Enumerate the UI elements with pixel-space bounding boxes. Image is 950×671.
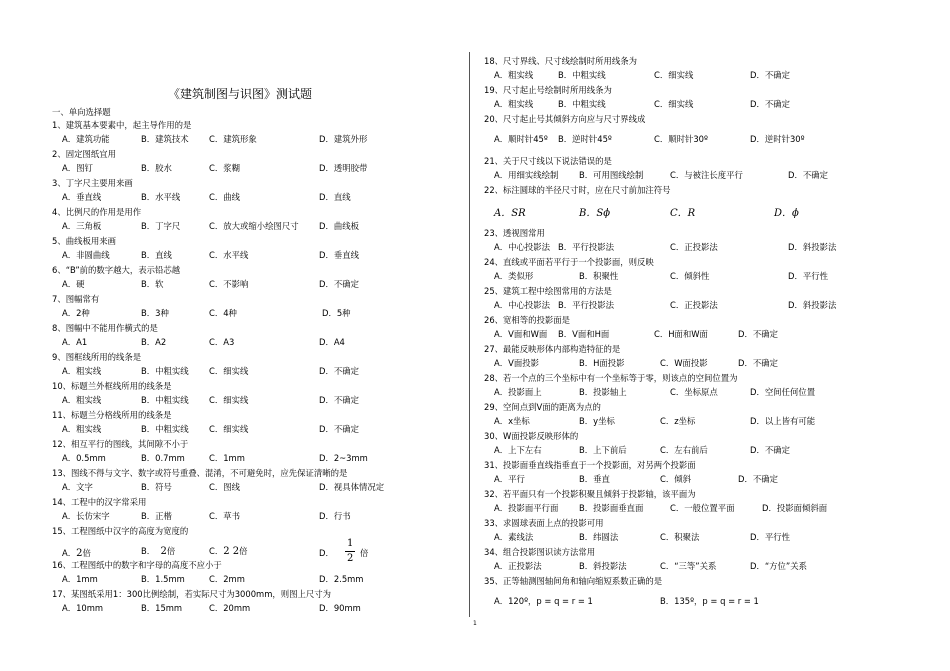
question-text: 30、W面投影反映形体的 — [484, 431, 579, 441]
option-c: C．R — [670, 208, 696, 219]
options-row — [494, 328, 904, 340]
option-d: D．斜投影法 — [788, 242, 837, 252]
options-row — [62, 452, 432, 464]
options-row — [494, 169, 904, 181]
option-a: A．2倍 — [62, 548, 91, 559]
option-d: D．垂直线 — [319, 250, 359, 260]
page-number: 1 — [473, 620, 477, 627]
option-b: B．135º，p = q = r = 1 — [660, 596, 759, 606]
option-d: D．2.5mm — [319, 574, 364, 584]
option-b: B．直线 — [141, 250, 172, 260]
option-d: D．直线 — [319, 192, 351, 202]
options-row: A．2倍 B． 2倍 C．2 2倍 D． 1 2 倍 — [62, 538, 369, 564]
option-d: D．“方位”关系 — [750, 561, 808, 571]
option-c: C．正投影法 — [670, 242, 718, 252]
option-b: B． 2倍 — [141, 546, 176, 557]
option-b: B．建筑技术 — [141, 134, 189, 144]
options-row — [494, 386, 904, 398]
option-b: B．3种 — [141, 308, 169, 318]
option-b: B．平行投影法 — [558, 300, 614, 310]
option-a: A．粗实线 — [62, 366, 102, 376]
question-text: 24、直线或平面若平行于一个投影面，则反映 — [484, 257, 654, 267]
option-d: D．斜投影法 — [788, 300, 837, 310]
option-a: A．SR — [494, 208, 526, 219]
option-b: B．中粗实线 — [141, 366, 189, 376]
option-c: C．4种 — [209, 308, 237, 318]
option-d: D．不确定 — [750, 445, 790, 455]
fraction-bar — [345, 551, 355, 552]
option-a: A．非圆曲线 — [62, 250, 110, 260]
option-c: C．20mm — [209, 603, 251, 613]
option-b: B．15mm — [141, 603, 183, 613]
option-d: D．不确定 — [788, 170, 828, 180]
question-text: 34、组合投影图识读方法常用 — [484, 547, 596, 557]
option-a: A．三角板 — [62, 221, 102, 231]
option-c: C．细实线 — [209, 395, 249, 405]
option-a: A．顺时针45º — [494, 134, 548, 144]
option-b: B．A2 — [141, 337, 167, 347]
option-d: D．视具体情况定 — [319, 482, 385, 492]
options-row — [494, 98, 904, 110]
option-a: A．硬 — [62, 279, 85, 289]
option-c: C．2mm — [209, 574, 245, 584]
option-c: C．一般位置平面 — [670, 503, 735, 513]
options-row — [62, 573, 432, 585]
option-c: C．倾斜性 — [670, 271, 710, 281]
options-row — [62, 336, 432, 348]
option-b: B．符号 — [141, 482, 172, 492]
options-row — [494, 444, 904, 456]
question-text: 10、标题兰外框线所用的线条是 — [52, 381, 172, 391]
question-text: 26、宽相等的投影面是 — [484, 315, 571, 325]
option-a: A．用细实线绘制 — [494, 170, 559, 180]
options-row — [62, 133, 432, 145]
option-d: D．投影面倾斜面 — [762, 503, 828, 513]
column-divider — [469, 52, 470, 617]
question-text: 7、图幅常有 — [52, 294, 100, 304]
option-b: B．中粗实线 — [558, 99, 606, 109]
option-c: C．正投影法 — [670, 300, 718, 310]
option-c: C．不影响 — [209, 279, 249, 289]
options-row — [62, 249, 432, 261]
option-b: B．投影面垂直面 — [579, 503, 644, 513]
option-b: B．胶水 — [141, 163, 172, 173]
option-d: D．平行性 — [788, 271, 828, 281]
question-text: 23、透视图常用 — [484, 228, 545, 238]
options-row — [62, 510, 432, 522]
options-row — [62, 162, 432, 174]
question-text: 3、丁字尺主要用来画 — [52, 178, 133, 188]
options-row — [494, 502, 904, 514]
options-row — [494, 415, 904, 427]
option-c: C．细实线 — [654, 70, 694, 80]
option-c: C．积聚法 — [660, 532, 700, 542]
question-text: 13、图线不得与文字、数字或符号重叠、混淆，不可避免时，应先保证清晰的是 — [52, 468, 348, 478]
option-d: D．曲线板 — [319, 221, 359, 231]
option-a: A．10mm — [62, 603, 104, 613]
options-row — [494, 357, 904, 369]
option-b: B．水平线 — [141, 192, 181, 202]
option-a: A．120º，p = q = r = 1 — [494, 596, 593, 606]
option-a: A．投影面平行面 — [494, 503, 559, 513]
option-d: D．透明胶带 — [319, 163, 368, 173]
option-a: A．平行 — [494, 474, 525, 484]
options-row — [494, 133, 904, 145]
option-b: B．平行投影法 — [558, 242, 614, 252]
option-b: B．中粗实线 — [558, 70, 606, 80]
option-a: A．垂直线 — [62, 192, 102, 202]
question-text: 19、尺寸起止号绘制时所用线条为 — [484, 85, 612, 95]
option-d: D．A4 — [319, 337, 345, 347]
option-d: D．不确定 — [319, 395, 359, 405]
option-b: B．中粗实线 — [141, 395, 189, 405]
question-text: 33、求圆球表面上点的投影可用 — [484, 518, 604, 528]
option-a: A．1mm — [62, 574, 98, 584]
options-row — [494, 473, 904, 485]
option-b: B．逆时针45º — [558, 134, 612, 144]
option-a: A．正投影法 — [494, 561, 542, 571]
question-text: 31、投影面垂直线指垂直于一个投影面，对另两个投影面 — [484, 460, 696, 470]
option-b: B．垂直 — [579, 474, 610, 484]
option-d: D．不确定 — [750, 99, 790, 109]
option-d: D．不确定 — [319, 366, 359, 376]
option-c: C．放大或缩小绘图尺寸 — [209, 221, 299, 231]
options-row — [62, 481, 432, 493]
option-a: A．粗实线 — [62, 395, 102, 405]
option-c: C．1mm — [209, 453, 245, 463]
option-c: C．顺时针30º — [654, 134, 708, 144]
options-row — [62, 220, 432, 232]
option-c: C．细实线 — [654, 99, 694, 109]
option-b: B．积聚性 — [579, 271, 619, 281]
option-c: C．浆糊 — [209, 163, 240, 173]
options-row — [494, 204, 904, 219]
option-d: D．空间任何位置 — [750, 387, 816, 397]
option-a: A．中心投影法 — [494, 242, 550, 252]
question-text: 9、图框线所用的线条是 — [52, 352, 142, 362]
option-b: B．H面投影 — [579, 358, 625, 368]
options-row — [494, 299, 904, 311]
question-text: 8、图幅中不能用作横式的是 — [52, 323, 158, 333]
option-a: A．中心投影法 — [494, 300, 550, 310]
option-b: B．纬圆法 — [579, 532, 619, 542]
section-heading: 一、单向选择题 — [52, 107, 111, 117]
question-text: 32、若平面只有一个投影积聚且倾斜于投影轴，该平面为 — [484, 489, 696, 499]
option-d: D．逆时针30º — [750, 134, 805, 144]
option-d: D．不确定 — [738, 474, 778, 484]
option-c: C．左右前后 — [660, 445, 708, 455]
option-a: A．A1 — [62, 337, 88, 347]
options-row — [62, 278, 432, 290]
question-text: 20、尺寸起止号其倾斜方向应与尺寸界线成 — [484, 114, 646, 124]
option-c: C．A3 — [209, 337, 235, 347]
question-text: 22、标注圆球的半径尺寸时，应在尺寸前加注符号 — [484, 185, 671, 195]
page-title: 《建筑制图与识图》测试题 — [167, 87, 312, 101]
option-b: B．软 — [141, 279, 164, 289]
option-d: D．以上皆有可能 — [750, 416, 816, 426]
question-text: 35、正等轴测图轴间角和轴向缩短系数正确的是 — [484, 576, 663, 586]
option-c: C．草书 — [209, 511, 240, 521]
option-c: C．倾斜 — [660, 474, 691, 484]
option-c: C．图线 — [209, 482, 240, 492]
option-a: A．建筑功能 — [62, 134, 110, 144]
question-text: 12、相互平行的图线，其间隙不小于 — [52, 439, 189, 449]
question-text: 11、标题兰分格线所用的线条是 — [52, 410, 172, 420]
question-text: 14、工程中的汉字常采用 — [52, 497, 147, 507]
options-row — [62, 602, 432, 614]
option-d: D．不确定 — [738, 329, 778, 339]
option-a: A．2种 — [62, 308, 90, 318]
question-text: 27、最能反映形体内部构造特征的是 — [484, 344, 621, 354]
options-row — [494, 270, 904, 282]
option-b: B．y坐标 — [579, 416, 615, 426]
option-d: D．建筑外形 — [319, 134, 368, 144]
question-text: 6、“B”前的数字越大，表示铅芯越 — [52, 265, 181, 275]
option-c: C．坐标原点 — [670, 387, 718, 397]
option-b: B．上下前后 — [579, 445, 627, 455]
option-c: C．与被注长度平行 — [670, 170, 743, 180]
option-d: D．ϕ — [774, 208, 799, 219]
option-d: D．90mm — [319, 603, 361, 613]
option-b: B．可用图线绘制 — [579, 170, 644, 180]
option-b: B．V面和H面 — [558, 329, 610, 339]
options-row — [494, 595, 904, 607]
option-c: C．H面和W面 — [654, 329, 708, 339]
question-text: 17、某图纸采用1：300比例绘制，若实际尺寸为3000mm，则图上尺寸为 — [52, 589, 331, 599]
question-text: 21、关于尺寸线以下说法错误的是 — [484, 156, 612, 166]
question-text: 29、空间点到V面的距离为点的 — [484, 402, 601, 412]
option-a: A．类似形 — [494, 271, 534, 281]
option-a: A．文字 — [62, 482, 93, 492]
option-d: D．5种 — [322, 308, 351, 318]
option-a: A．0.5mm — [62, 453, 106, 463]
option-c: C．W面投影 — [660, 358, 708, 368]
question-text: 4、比例尺的作用是用作 — [52, 207, 142, 217]
question-text: 5、曲线板用来画 — [52, 236, 116, 246]
options-row — [494, 69, 904, 81]
option-d: D．不确定 — [750, 70, 790, 80]
option-b: B．斜投影法 — [579, 561, 627, 571]
option-b: B．投影轴上 — [579, 387, 627, 397]
question-text: 15、工程图纸中汉字的高度为宽度的 — [52, 526, 189, 536]
option-b: B．中粗实线 — [141, 424, 189, 434]
question-text: 2、固定图纸宜用 — [52, 149, 116, 159]
options-row — [494, 531, 904, 543]
option-a: A．粗实线 — [494, 70, 534, 80]
option-b: B．Sϕ — [579, 208, 611, 219]
option-b: B．丁字尺 — [141, 221, 181, 231]
option-b: B．0.7mm — [141, 453, 185, 463]
option-c: C．建筑形象 — [209, 134, 257, 144]
option-c: C．曲线 — [209, 192, 240, 202]
option-c: C．2 2倍 — [209, 546, 248, 557]
option-a: A．上下左右 — [494, 445, 542, 455]
option-a: A．V面和W面 — [494, 329, 548, 339]
options-row — [62, 423, 432, 435]
options-row — [62, 191, 432, 203]
option-d: D．行书 — [319, 511, 351, 521]
option-a: A．x坐标 — [494, 416, 530, 426]
question-text: 18、尺寸界线、尺寸线绘制时所用线条为 — [484, 56, 638, 66]
option-a: A．粗实线 — [494, 99, 534, 109]
option-d: D．2~3mm — [319, 453, 368, 463]
option-a: A．投影面上 — [494, 387, 542, 397]
option-c: C．细实线 — [209, 424, 249, 434]
option-a: A．长仿宋字 — [62, 511, 110, 521]
options-row — [62, 394, 432, 406]
option-d: D．不确定 — [319, 279, 359, 289]
options-row — [494, 560, 904, 572]
option-c: C．水平线 — [209, 250, 249, 260]
question-text: 1、建筑基本要素中，起主导作用的是 — [52, 120, 192, 130]
option-a: A．图钉 — [62, 163, 93, 173]
question-text: 16、工程图纸中的数字和字母的高度不应小于 — [52, 560, 222, 570]
question-text: 25、建筑工程中绘图常用的方法是 — [484, 286, 612, 296]
option-a: A．素线法 — [494, 532, 534, 542]
options-row — [62, 307, 432, 319]
option-c: C．细实线 — [209, 366, 249, 376]
option-d: D．不确定 — [738, 358, 778, 368]
options-row — [494, 241, 904, 253]
options-row — [62, 365, 432, 377]
option-a: A．粗实线 — [62, 424, 102, 434]
option-b: B．正楷 — [141, 511, 172, 521]
option-a: A．V面投影 — [494, 358, 539, 368]
option-d: D．平行性 — [750, 532, 790, 542]
question-text: 28、若一个点的三个坐标中有一个坐标等于零，则该点的空间位置为 — [484, 373, 738, 383]
option-c: C．z坐标 — [660, 416, 696, 426]
option-b: B．1.5mm — [141, 574, 185, 584]
option-d: D．不确定 — [319, 424, 359, 434]
option-c: C．“三等”关系 — [660, 561, 717, 571]
